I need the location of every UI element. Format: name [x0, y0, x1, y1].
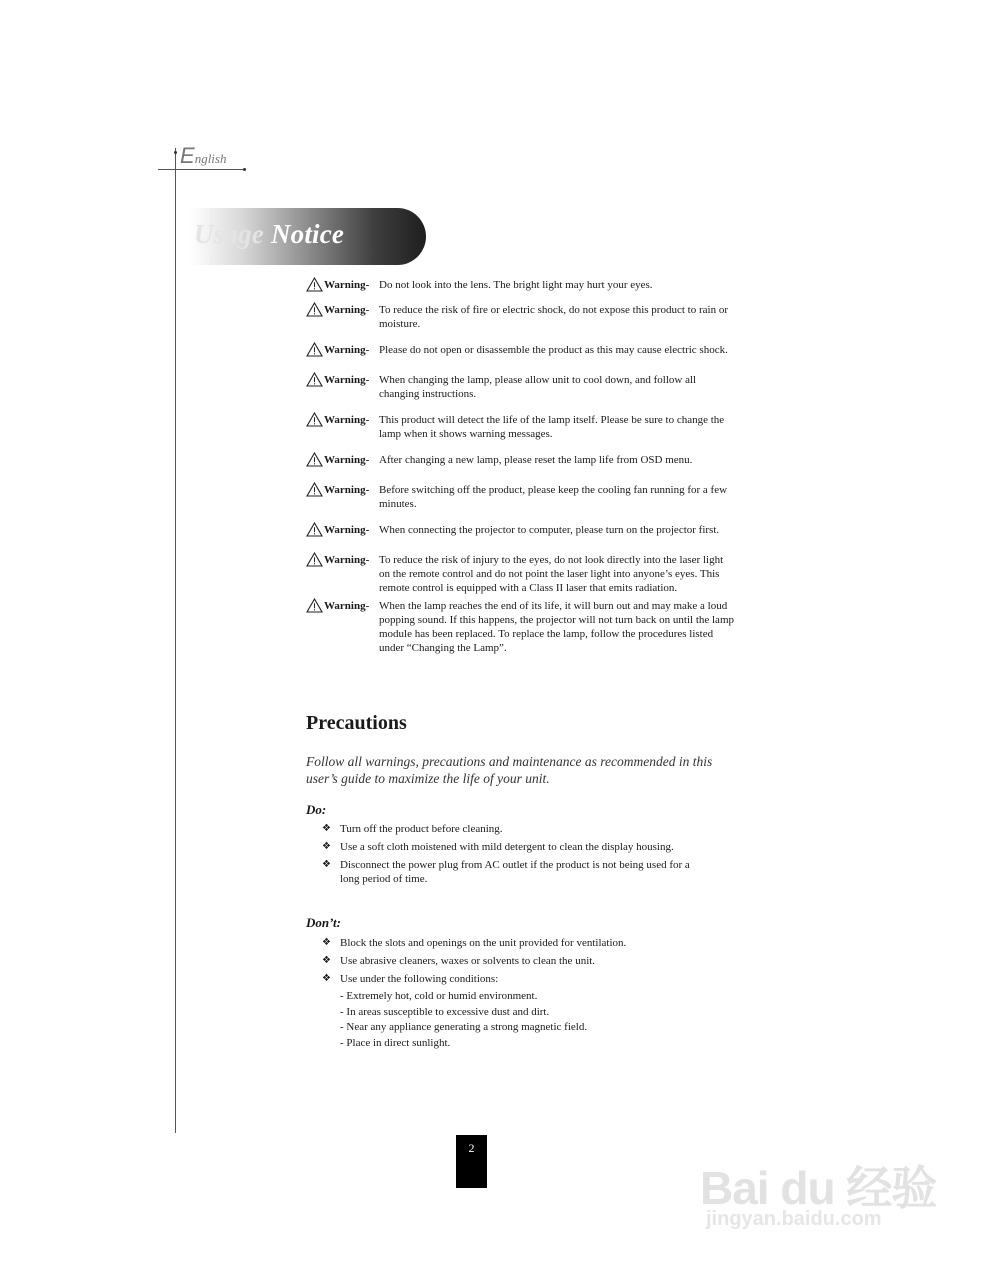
list-item	[322, 972, 702, 986]
language-initial: E	[180, 143, 195, 168]
language-label	[180, 143, 226, 169]
warning-label: Warning-	[324, 554, 370, 566]
dont-heading: Don’t:	[306, 915, 341, 930]
warning-text: To reduce the risk of fire or electric shock, do not expose this product to rain or moisture.	[379, 304, 728, 330]
warnings-list	[306, 278, 736, 655]
warning-label: Warning-	[324, 304, 370, 316]
margin-horizontal-rule	[158, 169, 245, 170]
list-item	[322, 840, 702, 854]
warning-triangle-icon	[306, 343, 324, 361]
warning-item	[306, 453, 736, 471]
list-item	[322, 822, 702, 836]
list-item-text: Block the slots and openings on the unit provided for ventilation.	[340, 937, 627, 949]
warning-item	[306, 278, 736, 296]
warning-text: To reduce the risk of injury to the eyes, do not look directly into the laser light on the remote control and do not point the laser light into anyone’s eyes. This remote control is equipped with a Class II laser that emits radiation.	[379, 554, 724, 594]
do-heading: Do:	[306, 802, 327, 817]
do-list	[322, 822, 702, 890]
diamond-bullet-icon: ❖	[322, 859, 331, 870]
watermark-logo: Bai du 经验	[700, 1162, 937, 1214]
warning-item	[306, 599, 736, 655]
warning-label: Warning-	[324, 279, 370, 291]
warning-item	[306, 303, 736, 331]
list-item-text: Use a soft cloth moistened with mild detergent to clean the display housing.	[340, 841, 674, 853]
warning-head	[306, 343, 379, 361]
warning-triangle-icon	[306, 453, 324, 471]
warning-item	[306, 373, 736, 401]
condition-item: - In areas susceptible to excessive dust and dirt.	[340, 1005, 550, 1018]
warning-label: Warning-	[324, 344, 370, 356]
section-banner	[190, 208, 426, 265]
warning-text: After changing a new lamp, please reset the lamp life from OSD menu.	[379, 454, 693, 466]
diamond-bullet-icon: ❖	[322, 841, 331, 852]
warning-label: Warning-	[324, 454, 370, 466]
warning-head	[306, 483, 379, 511]
list-item-text: Turn off the product before cleaning.	[340, 823, 503, 835]
warning-label: Warning-	[324, 374, 370, 386]
warning-triangle-icon	[306, 413, 324, 431]
warning-head	[306, 599, 379, 655]
condition-item: - Place in direct sunlight.	[340, 1036, 451, 1049]
list-item-text: Disconnect the power plug from AC outlet if the product is not being used for a long period of time.	[340, 859, 690, 885]
warning-item	[306, 523, 736, 541]
page-number: 2	[456, 1135, 487, 1188]
diamond-bullet-icon: ❖	[322, 937, 331, 948]
condition-item: - Near any appliance generating a strong magnetic field.	[340, 1021, 588, 1033]
precautions-intro: Follow all warnings, precautions and maintenance as recommended in this user’s guide to maximize the life of your unit.	[306, 754, 713, 786]
language-rest: nglish	[194, 151, 227, 166]
warning-triangle-icon	[306, 483, 324, 501]
warning-text: Do not look into the lens. The bright light may hurt your eyes.	[379, 279, 653, 291]
warning-head	[306, 373, 379, 401]
warning-item	[306, 413, 736, 441]
diamond-bullet-icon: ❖	[322, 955, 331, 966]
warning-text: When connecting the projector to computer, please turn on the projector first.	[379, 524, 720, 536]
warning-text: Before switching off the product, please keep the cooling fan running for a few minutes.	[379, 484, 728, 510]
warning-head	[306, 453, 379, 471]
warning-triangle-icon	[306, 523, 324, 541]
warning-triangle-icon	[306, 303, 324, 321]
warning-head	[306, 278, 379, 296]
warning-label: Warning-	[324, 484, 370, 496]
list-item	[322, 954, 702, 968]
diamond-bullet-icon: ❖	[322, 973, 331, 984]
precautions-title: Precautions	[306, 712, 407, 734]
banner-title	[194, 219, 344, 250]
banner-title-main: Notice	[264, 219, 345, 249]
warning-label: Warning-	[324, 414, 370, 426]
warning-text: Please do not open or disassemble the product as this may cause electric shock.	[379, 344, 728, 356]
warning-head	[306, 553, 379, 595]
rule-dot-right	[243, 168, 246, 171]
list-item	[322, 936, 702, 950]
warning-item	[306, 553, 736, 595]
banner-title-faded: Usage	[194, 219, 264, 249]
warning-head	[306, 523, 379, 541]
list-item-text: Use under the following conditions:	[340, 973, 499, 985]
warning-text: This product will detect the life of the lamp itself. Please be sure to change the lamp when it shows warning messages.	[379, 414, 725, 440]
warning-triangle-icon	[306, 278, 324, 296]
warning-label: Warning-	[324, 524, 370, 536]
warning-head	[306, 413, 379, 441]
warning-triangle-icon	[306, 373, 324, 391]
warning-label: Warning-	[324, 600, 370, 612]
warning-text: When the lamp reaches the end of its life, it will burn out and may make a loud popping sound. If this happens, the projector will not turn back on until the lamp module has been replaced. To replace the lamp, follow the procedures listed under “Changing the Lamp”.	[379, 600, 734, 654]
dont-list	[322, 936, 702, 990]
watermark-url: jingyan.baidu.com	[706, 1208, 882, 1230]
warning-item	[306, 483, 736, 511]
diamond-bullet-icon: ❖	[322, 823, 331, 834]
warning-item	[306, 343, 736, 361]
warning-triangle-icon	[306, 553, 324, 571]
margin-vertical-rule	[175, 148, 176, 1133]
list-item-text: Use abrasive cleaners, waxes or solvents to clean the unit.	[340, 955, 596, 967]
warning-text: When changing the lamp, please allow unit to cool down, and follow all changing instructions.	[379, 374, 697, 400]
warning-head	[306, 303, 379, 331]
dont-conditions-list	[340, 989, 587, 1051]
condition-item: - Extremely hot, cold or humid environment.	[340, 990, 538, 1002]
warning-triangle-icon	[306, 599, 324, 617]
rule-dot-top	[174, 151, 177, 154]
list-item	[322, 858, 702, 886]
